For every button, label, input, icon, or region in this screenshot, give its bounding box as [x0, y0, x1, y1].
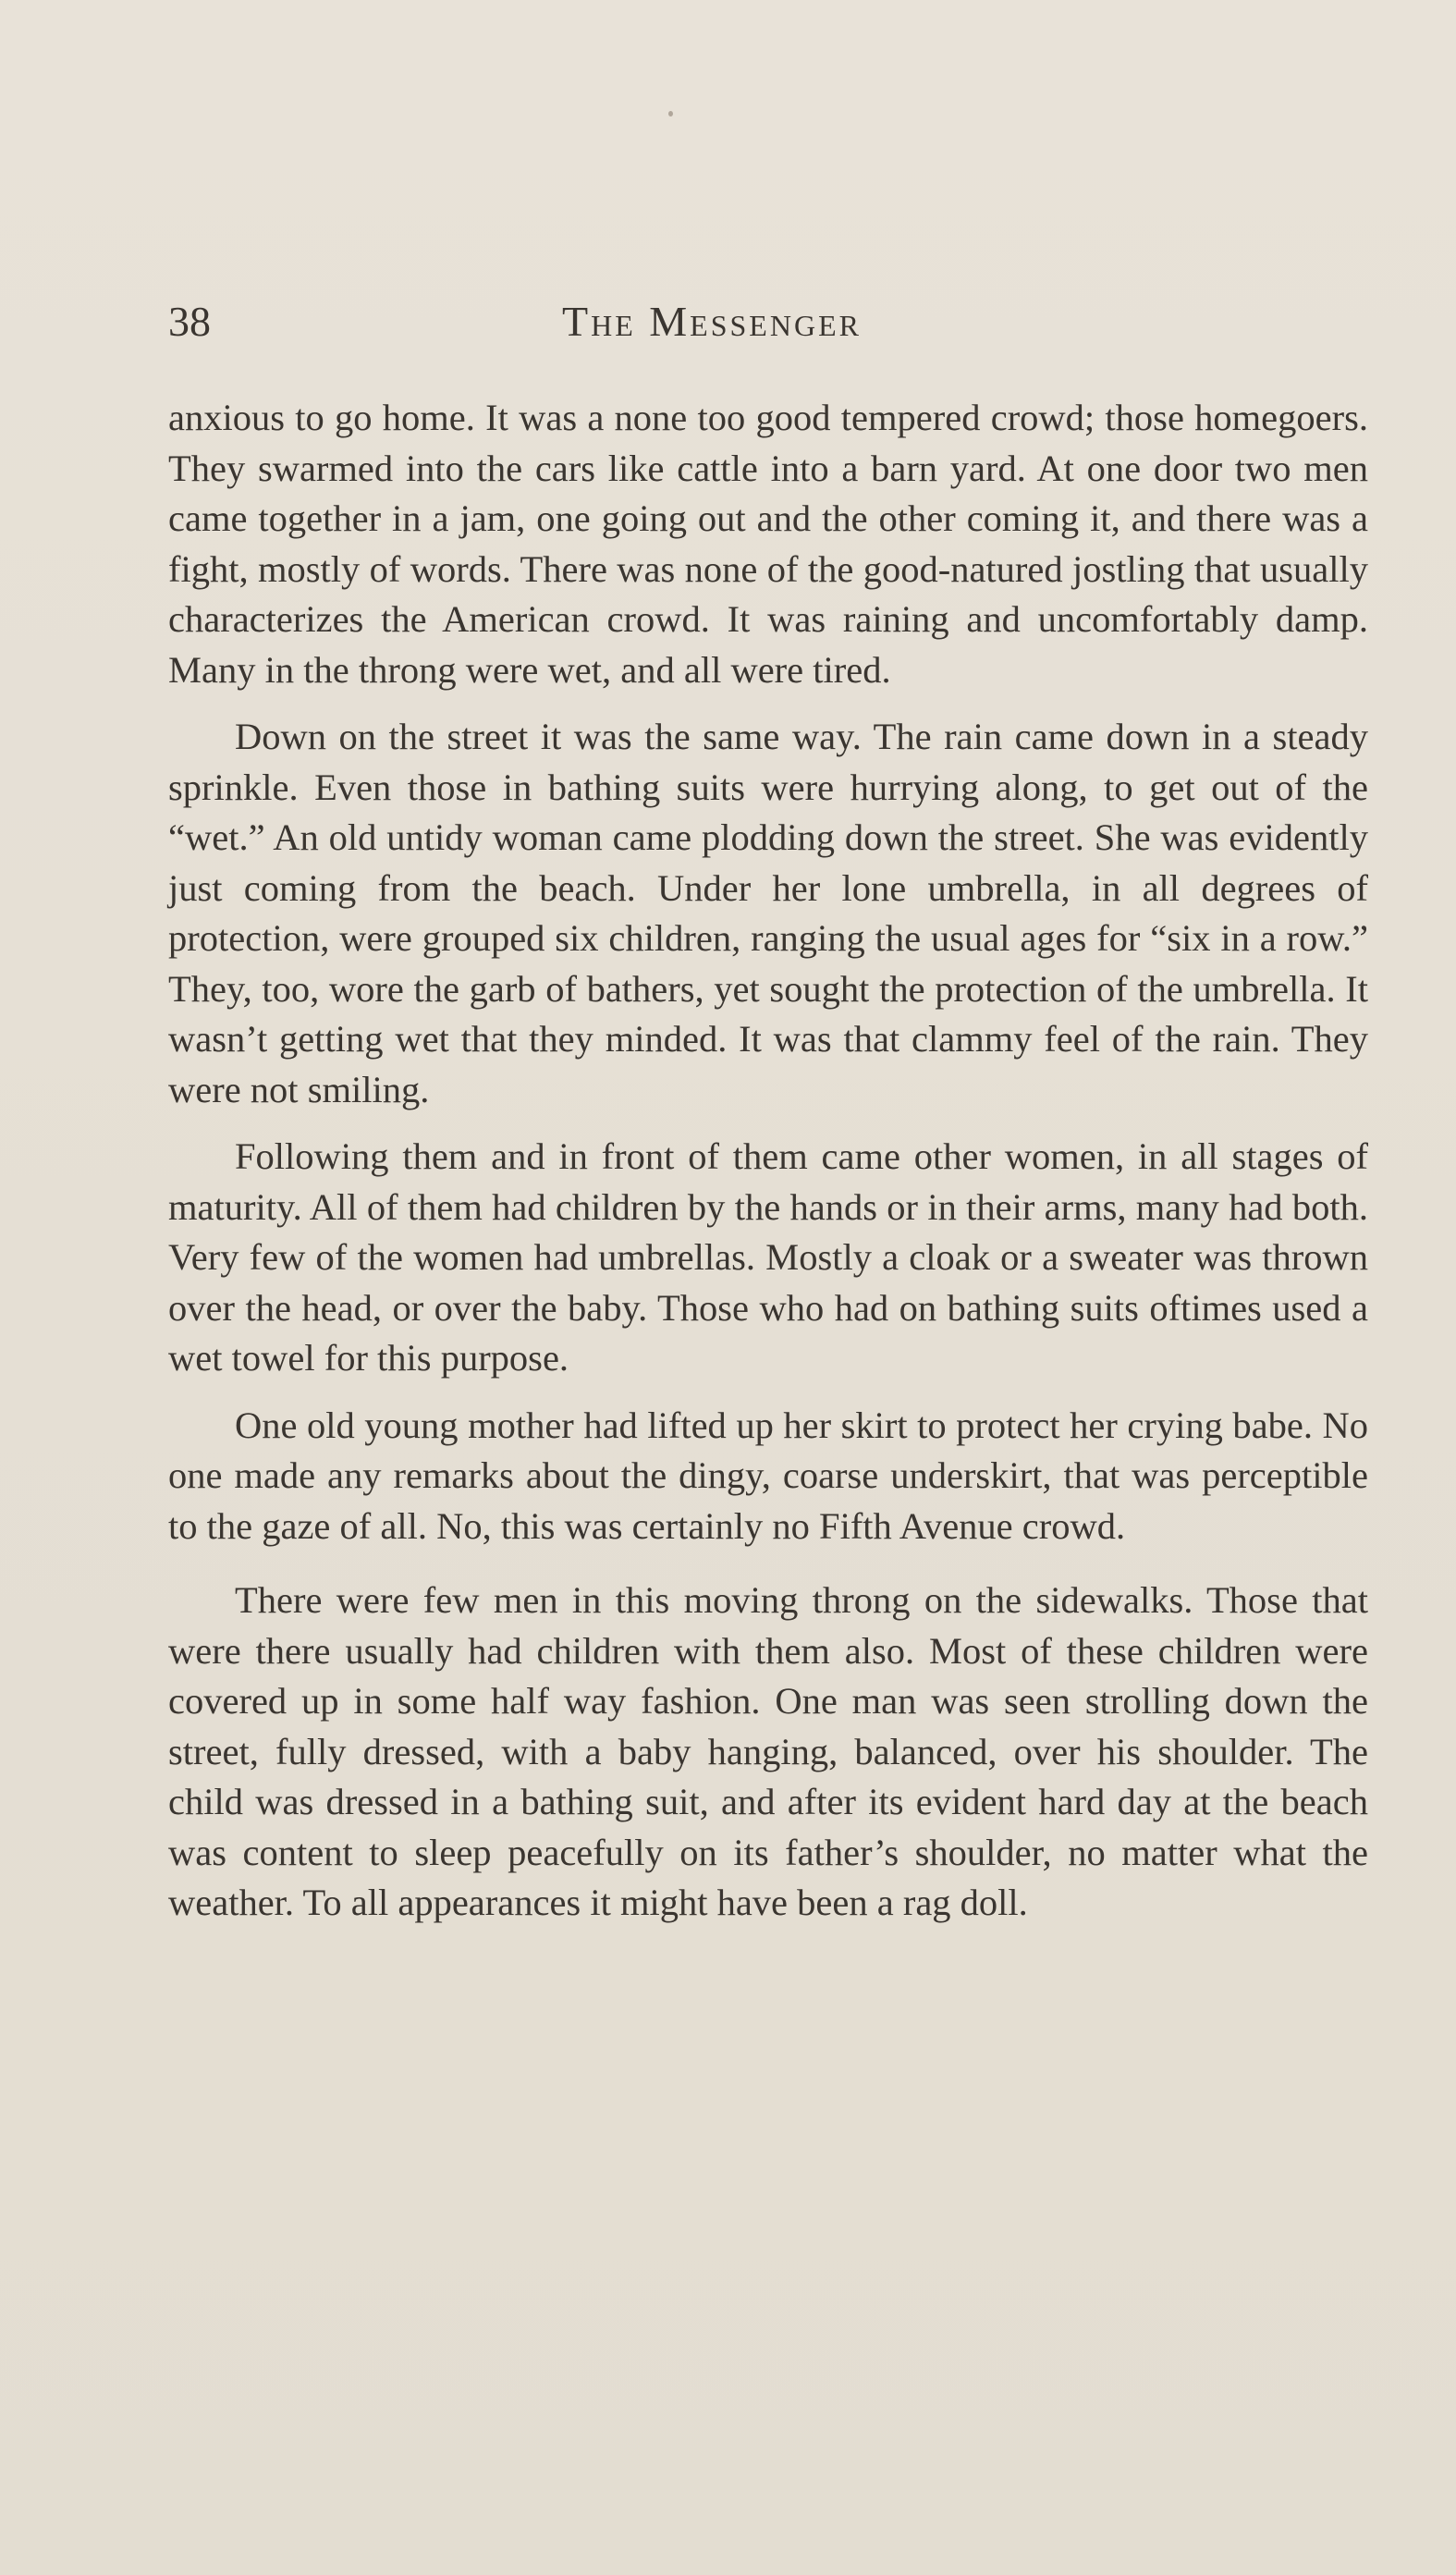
ink-speck: [668, 111, 673, 116]
page-header: [168, 294, 1370, 349]
paragraph-continued: anxious to go home. It was a none too good tempered crowd; those homegoers. They swarmed into the cars like cattle into a barn yard. At one door two men came together in a jam, one going out and the other coming it, and there was a fight, mostly of words. There was none of the good-natured jostling that usually characterizes the American crowd. It was raining and uncomfortably damp. Many in the throng were wet, and all were tired.: [168, 397, 1368, 691]
paragraph-men: There were few men in this moving throng on the sidewalks. Those that were there usually had children with them also. Most of these children were covered up in some half way fashion. One man was seen strolling down the street, fully dressed, with a baby hanging, balanced, over his shoulder. The child was dressed in a bathing suit, and after its evident hard day at the beach was content to sleep peacefully on its father’s shoulder, no matter what the weather. To all appearances it might have been a rag doll.: [168, 1579, 1368, 1923]
body-text: [168, 393, 1368, 1929]
paragraph-mother: One old young mother had lifted up her skirt to protect her crying babe. No one made any remarks about the dingy, coarse underskirt, that was perceptible to the gaze of all. No, this was certainly no Fifth Avenue crowd.: [168, 1404, 1368, 1547]
running-title: The Messenger: [562, 298, 862, 345]
paragraph-street: Down on the street it was the same way. The rain came down in a steady sprinkle. Even those in bathing suits were hurrying along, to get out of the “wet.” An old untidy woman came plodding down the street. She was evidently just coming from the beach. Under her lone umbrella, in all degrees of protection, were grouped six children, ranging the usual ages for “six in a row.” They, too, wore the garb of bathers, yet sought the protection of the umbrella. It wasn’t getting wet that they minded. It was that clammy feel of the rain. They were not smiling.: [168, 716, 1368, 1110]
page-number: 38: [168, 298, 211, 345]
paragraph-women: Following them and in front of them came other women, in all stages of maturity. All of them had children by the hands or in their arms, many had both. Very few of the women had umbrellas. Mostly a cloak or a sweater was thrown over the head, or over the baby. Those who had on bathing suits oftimes used a wet towel for this purpose.: [168, 1135, 1368, 1379]
